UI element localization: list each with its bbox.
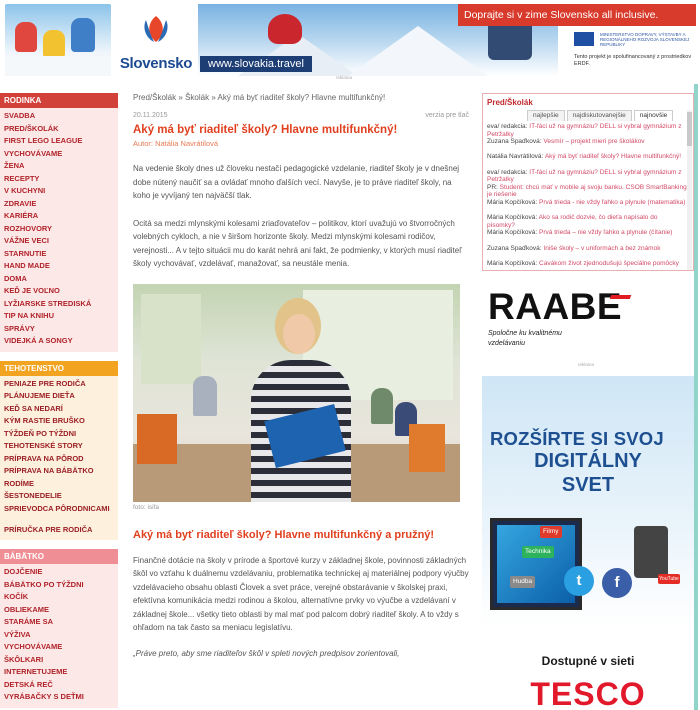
banner-url[interactable]: www.slovakia.travel [200, 56, 312, 72]
sidebar-item[interactable]: TEHOTENSKÉ STORY [4, 441, 83, 450]
tab-najnovsie[interactable]: najnovšie [634, 110, 673, 121]
eu-flag-icon [574, 32, 594, 46]
article-date: 20.11.2015 [133, 112, 168, 119]
breadcrumb [133, 93, 471, 105]
discussion-author: Zuzana Spaďková: [487, 244, 542, 252]
discussion-scrollbar[interactable] [687, 110, 692, 270]
sidebar-item[interactable]: V KUCHYNI [4, 186, 46, 195]
tab-najdiskutovanejsie[interactable]: najdiskutovanejšie [567, 110, 632, 121]
sidebar-item[interactable]: TIP NA KNIHU [4, 311, 55, 320]
discussion-scrollbar-thumb[interactable] [687, 112, 692, 146]
banner-kids-photo [5, 4, 111, 76]
photo-window [141, 294, 201, 384]
sidebar-item[interactable]: VÝŽIVA [4, 629, 31, 639]
raabe-tagline: vzdelávaniu [488, 340, 525, 347]
sidebar-item[interactable]: PRÍPRAVA NA BÁBÄTKO [4, 466, 94, 475]
sidebar-item[interactable]: DOMA [4, 273, 27, 283]
discussion-link[interactable]: Aký má byť riaditeľ školy? Hlavne multifunkčný! [544, 153, 682, 161]
sidebar-item[interactable]: RECEPTY [4, 173, 40, 183]
article-column [133, 93, 471, 660]
sidebar-item[interactable]: SPRÁVY [4, 323, 35, 333]
sidebar-section-title[interactable]: RODINKA [0, 93, 118, 108]
sidebar-item[interactable]: HAND MADE [4, 261, 50, 270]
discussion-item[interactable] [487, 153, 687, 168]
banner-kid-figure [43, 30, 65, 58]
sidebar-item[interactable]: PRÍRUČKA PRE RODIČA [4, 524, 93, 534]
discussion-list [487, 123, 687, 275]
discussion-author: eva/ redakcia: [487, 168, 528, 176]
discussion-author: Mária Kopčíková: [487, 229, 538, 237]
discussion-item[interactable] [487, 214, 687, 229]
print-version-link[interactable]: verzia pre tlač [425, 112, 469, 119]
banner-kid-figure [71, 18, 95, 52]
discussion-link[interactable]: Iniše školy – v uniformách a bez známok [543, 244, 661, 252]
article-title: Aký má byť riaditeľ školy? Hlavne multifunkčný! [133, 124, 398, 136]
breadcrumb-current: Aký má byť riaditeľ školy? Hlavne multifunkčný! [217, 93, 386, 102]
photo-student [371, 388, 393, 424]
discussion-link[interactable]: Prvá trieda – nie vždy ľahko a plynule (čítanie) [539, 229, 673, 237]
sidebar-section-list [0, 108, 118, 352]
discussion-link[interactable]: IT-fáci už na gymnáziu? DELL si vybral gymnázium z Petržalky [487, 123, 682, 138]
app-chip: Hudba [510, 576, 535, 588]
sidebar-section-list [0, 564, 118, 708]
discussion-author: Zuzana Spaďková: [487, 138, 542, 146]
tesco-ad-headline: SVET [561, 474, 615, 496]
app-chip: Filmy [540, 526, 562, 538]
discussion-tabs [525, 110, 673, 121]
sidebar-item[interactable]: STARNUTIE [4, 248, 47, 258]
sidebar-item[interactable]: OBLIEKAME [4, 604, 49, 614]
banner-kid-figure [15, 22, 37, 52]
sidebar-item[interactable]: DETSKÁ REČ [4, 679, 53, 689]
banner-mountain [348, 26, 488, 76]
sidebar-section-list [0, 376, 118, 541]
sidebar-item[interactable]: SVADBA [4, 111, 36, 120]
discussion-box [482, 93, 694, 271]
slovensko-logo[interactable] [116, 4, 196, 76]
sidebar-item[interactable]: PENIAZE PRE RODIČA [4, 378, 86, 388]
tv-screen [497, 525, 575, 603]
discussion-author: eva/ redakcia: [487, 123, 528, 130]
sidebar-item[interactable]: VYCHOVÁVAME [4, 148, 63, 158]
twitter-icon: t [564, 566, 594, 596]
raabe-logo-accent [610, 287, 634, 299]
discussion-item[interactable] [487, 138, 687, 153]
sidebar-item[interactable]: PLÁNUJEME DIEŤA [4, 391, 75, 400]
sidebar-item[interactable]: KEĎ JE VOĽNO [4, 286, 60, 295]
breadcrumb-separator: » [178, 93, 183, 102]
tesco-ad-headline: DIGITÁLNY [534, 450, 642, 472]
sidebar-item[interactable]: PRÍPRAVA NA PÔROD [4, 453, 84, 463]
page-scrollbar[interactable] [694, 84, 698, 710]
discussion-item[interactable] [487, 260, 687, 275]
sidebar-item[interactable]: SPRIEVODCA PÔRODNICAMI [4, 503, 110, 513]
discussion-item[interactable] [487, 229, 687, 244]
slovensko-logo-icon [138, 12, 174, 48]
sidebar-item[interactable]: KOČÍK [4, 592, 29, 601]
sidebar-item[interactable]: STARÁME SA [4, 617, 54, 626]
discussion-author: Natália Navrátilová: [487, 153, 544, 161]
article-paragraph: Na vedenie školy dnes už človeku nestačí pedagogické vzdelanie, riaditeľ školy je v dnešnej dobe nútený naučiť sa a ovládať mnoho ďalších vecí. Navyše, je to práve riaditeľ školy, na koho je vyvíjaný ten najväčší tlak. [133, 164, 460, 200]
discussion-item[interactable] [487, 245, 687, 260]
facebook-icon: f [602, 568, 632, 598]
sidebar-item[interactable]: FIRST LEGO LEAGUE [4, 136, 83, 145]
discussion-box-title[interactable]: Pred/Školák [487, 98, 533, 107]
article-meta [133, 112, 471, 123]
sidebar-item[interactable]: BÁBÄTKO PO TÝŽDNI [4, 579, 84, 589]
eu-funding-box [570, 28, 696, 76]
eu-project-note: Tento projekt je spolufinancovaný z prostriedkov ERDF. [574, 54, 692, 67]
sidebar-section-title[interactable]: BÁBÄTKO [0, 549, 118, 564]
tv-illustration [490, 518, 582, 610]
discussion-author: PR: [487, 183, 498, 191]
sidebar-item[interactable]: VÁŽNE VECI [4, 236, 50, 245]
discussion-link[interactable]: IT-fáci už na gymnáziu? DELL si vybral gymnázium z Petržalky [487, 168, 682, 184]
tesco-ad-available: Dostupné v sieti [541, 654, 635, 668]
breadcrumb-separator: » [211, 93, 216, 102]
article-subtitle: Aký má byť riaditeľ školy? Hlavne multifunkčný a pružný! [133, 528, 435, 541]
sidebar-item[interactable]: LYŽIARSKE STREDISKÁ [4, 298, 92, 308]
sidebar-item[interactable]: PRED/ŠKOLÁK [4, 123, 59, 133]
sidebar-item[interactable]: VYRÁBAČKY S DEŤMI [4, 692, 84, 701]
sidebar-item[interactable]: DOJČENIE [4, 567, 43, 576]
tesco-logo: TESCO [530, 676, 646, 710]
article-paragraph: Finančné dotácie na školy v prírode a športové kurzy v základnej škole, povinnosti základných škôl vo vzťahu k duálnemu vzdelávaniu, problematika technickej aj materiálnej podpory výučby vzdelávacieho obsahu oblasti Človek a svet práce, verejné obstarávanie v školskej praxi, efektívna komunikácia medzi rodinou a školou, alternatívne prvky vo výučbe a vzdelávaní v základnej škole... všetky tieto oblasti by mal mať pod palcom dobrý riaditeľ školy. A to vždy s ohľadom na tak často sa meniacu legislatívu. [133, 555, 469, 632]
tesco-ad-headline: ROZŠÍRTE SI SVOJ [490, 428, 664, 449]
photo-chair [409, 424, 445, 472]
left-sidebar [0, 93, 118, 708]
sidebar-section-title[interactable]: TEHOTENSTVO [0, 361, 118, 376]
discussion-item[interactable] [487, 184, 687, 199]
discussion-item[interactable] [487, 123, 687, 138]
ministry-logo: MINISTERSTVO DOPRAVY, VÝSTAVBY A REGIONÁLNEHO ROZVOJA SLOVENSKEJ REPUBLIKY [600, 32, 690, 46]
article-quote: „Práve preto, aby sme riaditeľov škôl v spleti nových predpisov zorientovali, [133, 648, 400, 658]
discussion-item[interactable] [487, 199, 687, 214]
phone-illustration [634, 526, 668, 578]
ad-label: reklama [578, 362, 595, 367]
discussion-link[interactable]: Prvá trieda - nie vždy ľahko a plynule (matematika) [539, 198, 686, 206]
tesco-digital-ad[interactable] [482, 376, 694, 710]
sidebar-item[interactable]: ZDRAVIE [4, 198, 37, 208]
breadcrumb-link[interactable]: Pred/Školák [133, 93, 177, 102]
slovensko-logo-word: Slovensko [119, 55, 193, 72]
article-paragraph: Ocitá sa medzi mlynskými kolesami zriaďovateľov – politikov, ktorí uvažujú vo štvorročných volebných cykloch, a nie v širšom horizonte školy. Medzi mlynskými kolesami rodičov, verejnosti... A v tejto situácii mu do karát nehrá ani fakt, že podmienky, v ktorých musí riaditeľ školy vychovávať, vzdelávať, manažovať, sa neustále menia. [133, 218, 462, 268]
sidebar-item[interactable]: VIDEJKÁ A SONGY [4, 336, 73, 345]
discussion-item[interactable] [487, 169, 687, 184]
discussion-link[interactable]: Vesmír – projekt mieri pre školákov [543, 138, 645, 146]
sidebar-item[interactable]: RODÍME [4, 478, 34, 488]
tab-najlepsie[interactable]: najlepšie [527, 110, 565, 121]
discussion-author: Mária Kopčíková: [487, 214, 538, 222]
sidebar-gap [0, 540, 118, 549]
article-author[interactable]: Autor: Natália Navrátilová [133, 139, 219, 148]
photo-teacher-face [283, 314, 315, 354]
top-banner-ad[interactable] [0, 0, 700, 80]
raabe-ad[interactable] [482, 286, 694, 367]
breadcrumb-link[interactable]: Školák [185, 93, 210, 102]
sidebar-item[interactable]: VYCHOVÁVAME [4, 642, 63, 651]
sidebar-item[interactable]: KARIÉRA [4, 211, 39, 220]
discussion-link[interactable]: Cavákom život zjednodušujú špeciálne pomôcky [539, 259, 679, 267]
sidebar-item[interactable]: ŠESTONEDELIE [4, 491, 62, 500]
discussion-link[interactable]: Študent: chcú mať v mobile aj svoju banku. ČSOB SmartBanking je riešenie [487, 183, 687, 199]
youtube-icon: YouTube [659, 576, 679, 582]
banner-snow [5, 56, 111, 76]
sidebar-item[interactable]: KEĎ SA NEDARÍ [4, 403, 63, 413]
photo-caption: foto: isifa [133, 503, 160, 511]
sidebar-gap [0, 352, 118, 361]
raabe-logo: RAABE [488, 286, 623, 327]
sidebar-item[interactable]: ŽENA [4, 161, 25, 170]
discussion-author: Mária Kopčíková: [487, 259, 538, 267]
article-photo [133, 284, 460, 502]
sidebar-item[interactable]: KÝM RASTIE BRUŠKO [4, 416, 85, 425]
app-chip: Technika [522, 546, 554, 558]
sidebar-item[interactable]: ROZHOVORY [4, 223, 53, 233]
banner-skier [268, 14, 302, 44]
sidebar-item[interactable]: INTERNETUJEME [4, 667, 68, 676]
ad-label: reklama [336, 75, 353, 80]
banner-gondola [488, 20, 532, 60]
photo-student [193, 376, 217, 416]
discussion-author: Mária Kopčíková: [487, 198, 538, 206]
photo-chair [137, 414, 177, 464]
sidebar-item[interactable]: ŠKÔLKARI [4, 654, 44, 664]
raabe-tagline: Spoločne ku kvalitnému [488, 330, 562, 337]
banner-promo-text[interactable]: Doprajte si v zime Slovensko all inclusive. [458, 4, 696, 26]
sidebar-item[interactable]: TÝŽDEŇ PO TÝŽDNI [4, 428, 77, 438]
discussion-link[interactable]: Ako sa rodič dozvie, čo dieťa napísalo do písomky? [487, 214, 658, 229]
